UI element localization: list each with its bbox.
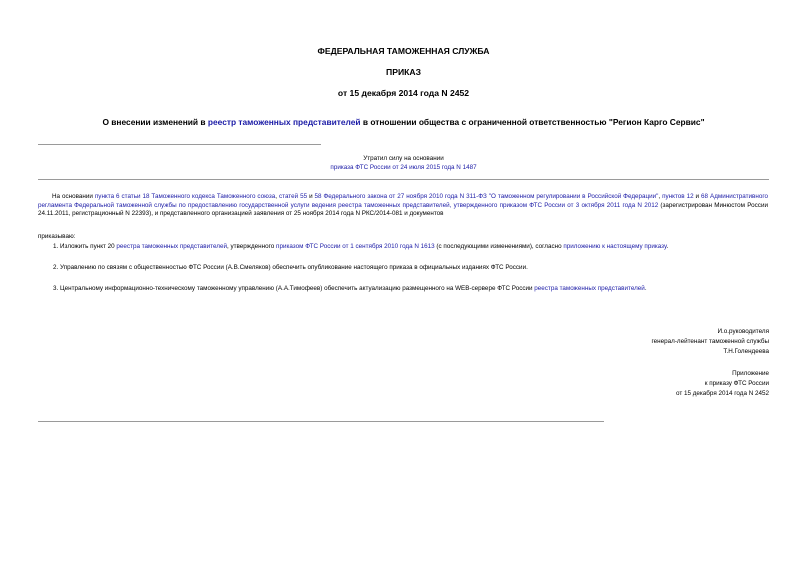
order-item-1: [53, 243, 769, 252]
order-item-2: 2. Управлению по связям с общественностью ФТС России (А.В.Смеляков) обеспечить опубликование настоящего приказа в официальных изданиях ФТС России.: [53, 264, 528, 271]
item-link[interactable]: реестра таможенных представителей: [116, 243, 227, 250]
preamble-link[interactable]: статей 55: [278, 193, 308, 200]
signature-block: [500, 327, 769, 357]
document-type: ПРИКАЗ: [386, 67, 421, 77]
title-suffix: в отношении общества с ограниченной ответственностью "Регион Карго Сервис": [360, 117, 705, 127]
status-link[interactable]: приказа ФТС России от 24 июля 2015 года N 1487: [330, 163, 477, 171]
divider: [38, 179, 769, 180]
document-date: от 15 декабря 2014 года N 2452: [337, 88, 470, 98]
signature-rank: генерал-лейтенант таможенной службы: [651, 338, 769, 345]
item-link[interactable]: приложению к настоящему приказу: [563, 243, 667, 250]
preamble-link[interactable]: 68 Административного регламента Федеральной таможенной службы по предоставлению государственной услуги ведения реестра таможенных представителей, утвержденного приказом ФТС России от 3 октября 2011 года N 2012: [38, 193, 768, 209]
preamble-link[interactable]: 58 Федерального закона от 27 ноября 2010 года N 311-ФЗ "О таможенном регулировании в Российской Федерации": [314, 193, 659, 200]
preamble-text: и: [307, 193, 315, 200]
signature-role: И.о.руководителя: [717, 328, 769, 335]
divider: [38, 421, 604, 422]
appendix-date: от 15 декабря 2014 года N 2452: [675, 390, 769, 397]
item-text: (с последующими изменениями), согласно: [434, 243, 564, 250]
appendix-block: [500, 369, 769, 399]
status-text: Утратил силу на основании: [363, 155, 444, 162]
order-word: приказываю:: [38, 233, 76, 240]
item-text: .: [666, 243, 669, 250]
preamble-text: ,: [275, 193, 279, 200]
preamble-text: и: [693, 193, 702, 200]
divider: [38, 144, 321, 145]
order-item-3: [53, 285, 769, 294]
agency-heading: ФЕДЕРАЛЬНАЯ ТАМОЖЕННАЯ СЛУЖБА: [317, 46, 490, 56]
title-link[interactable]: реестр таможенных представителей: [207, 117, 361, 127]
item-text: , утвержденного: [226, 243, 277, 250]
preamble-link[interactable]: пунктов 12: [662, 193, 694, 200]
preamble: [38, 193, 768, 219]
appendix-ref: к приказу ФТС России: [704, 380, 769, 387]
item-link[interactable]: приказом ФТС России от 1 сентября 2010 года N 1613: [276, 243, 435, 250]
title-prefix: О внесении изменений в: [102, 117, 208, 127]
preamble-link[interactable]: пункта 6 статьи 18 Таможенного кодекса Таможенного союза: [94, 193, 276, 200]
preamble-text: ,: [658, 193, 663, 200]
item-text: 3. Центральному информационно-техническому таможенному управлению (А.А.Тимофеев) обеспечить актуализацию размещенного на WEB-сервере ФТС России: [53, 285, 535, 292]
document-title: [0, 117, 807, 127]
status-note: [0, 155, 807, 172]
appendix-label: Приложение: [732, 370, 769, 377]
item-link[interactable]: реестра таможенных представителей: [534, 285, 645, 292]
preamble-text: (зарегистрирован Минюстом России 24.11.2011, регистрационный N 22393), и представленного организацией заявления от 25 ноября 2014 года N РКС/2014-081 и документов: [38, 201, 768, 218]
signature-name: Т.Н.Голендеева: [723, 348, 769, 355]
preamble-text: На основании: [52, 193, 95, 200]
item-text: 1. Изложить пункт 20: [53, 243, 117, 250]
item-text: .: [644, 285, 647, 292]
